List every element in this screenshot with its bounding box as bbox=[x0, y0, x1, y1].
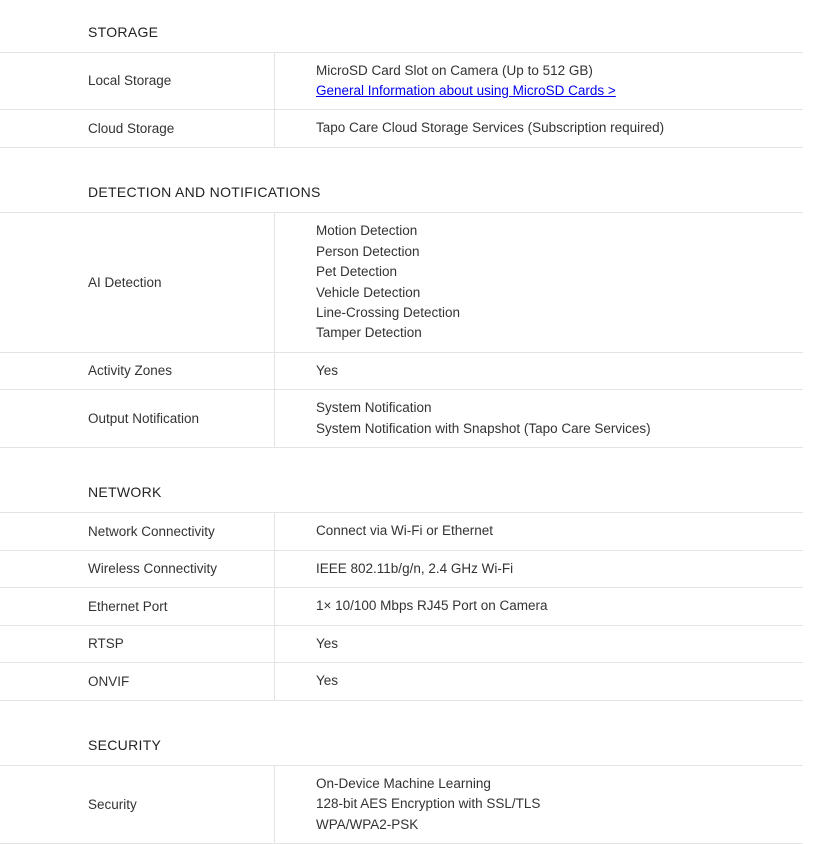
detection-table bbox=[0, 212, 803, 448]
section-title-storage: STORAGE bbox=[88, 24, 159, 40]
spec-label: Ethernet Port bbox=[0, 588, 275, 625]
spec-value-line: Tapo Care Cloud Storage Services (Subscription required) bbox=[316, 120, 665, 136]
spec-label: AI Detection bbox=[0, 213, 275, 352]
section-title-detection: DETECTION AND NOTIFICATIONS bbox=[88, 184, 321, 200]
spec-value-line: Pet Detection bbox=[316, 264, 398, 280]
spec-value-line: MicroSD Card Slot on Camera (Up to 512 GB) bbox=[316, 62, 593, 78]
security-table bbox=[0, 765, 803, 844]
spec-value-line: System Notification bbox=[316, 400, 432, 416]
spec-row-security bbox=[0, 766, 803, 844]
spec-label: ONVIF bbox=[0, 663, 275, 700]
spec-label: Output Notification bbox=[0, 390, 275, 447]
spec-value bbox=[275, 390, 803, 447]
spec-label: Activity Zones bbox=[0, 353, 275, 389]
storage-table bbox=[0, 52, 803, 148]
spec-row-rtsp bbox=[0, 626, 803, 663]
spec-value bbox=[275, 213, 803, 352]
spec-value-line: 1× 10/100 Mbps RJ45 Port on Camera bbox=[316, 598, 548, 614]
spec-value-line: Connect via Wi-Fi or Ethernet bbox=[316, 523, 494, 539]
spec-row-cloud-storage bbox=[0, 110, 803, 148]
microsd-info-link[interactable]: General Information about using MicroSD Cards > bbox=[316, 83, 616, 98]
spec-label: Security bbox=[0, 766, 275, 843]
spec-row-activity-zones bbox=[0, 353, 803, 390]
spec-row-network-connectivity bbox=[0, 513, 803, 551]
spec-value-line: IEEE 802.11b/g/n, 2.4 GHz Wi-Fi bbox=[316, 560, 514, 576]
spec-value-line: Yes bbox=[316, 362, 339, 378]
spec-label: RTSP bbox=[0, 626, 275, 662]
spec-value bbox=[275, 513, 803, 550]
section-title-security: SECURITY bbox=[88, 737, 162, 753]
spec-value bbox=[275, 588, 803, 625]
spec-value-line: Person Detection bbox=[316, 243, 420, 259]
spec-value-line: 128-bit AES Encryption with SSL/TLS bbox=[316, 796, 541, 812]
spec-value-line: Yes bbox=[316, 635, 339, 651]
spec-value bbox=[275, 551, 803, 587]
spec-row-local-storage bbox=[0, 53, 803, 110]
spec-value bbox=[275, 663, 803, 700]
spec-label: Local Storage bbox=[0, 53, 275, 109]
spec-value-line: Motion Detection bbox=[316, 223, 418, 239]
spec-value bbox=[275, 110, 803, 147]
spec-value bbox=[275, 626, 803, 662]
spec-label: Cloud Storage bbox=[0, 110, 275, 147]
spec-value-line: Tamper Detection bbox=[316, 325, 422, 341]
spec-value-line: Line-Crossing Detection bbox=[316, 304, 461, 320]
spec-label: Network Connectivity bbox=[0, 513, 275, 550]
spec-value-line: Yes bbox=[316, 673, 339, 689]
spec-value-line: On-Device Machine Learning bbox=[316, 775, 491, 791]
spec-row-wireless-connectivity bbox=[0, 551, 803, 588]
spec-row-ethernet-port bbox=[0, 588, 803, 626]
spec-value bbox=[275, 53, 803, 109]
spec-label: Wireless Connectivity bbox=[0, 551, 275, 587]
spec-row-onvif bbox=[0, 663, 803, 701]
spec-row-ai-detection bbox=[0, 213, 803, 353]
spec-value bbox=[275, 766, 803, 843]
spec-value-line: WPA/WPA2-PSK bbox=[316, 816, 419, 832]
spec-value bbox=[275, 353, 803, 389]
spec-value-line: System Notification with Snapshot (Tapo Care Services) bbox=[316, 420, 651, 436]
network-table bbox=[0, 512, 803, 701]
section-title-network: NETWORK bbox=[88, 484, 162, 500]
spec-value-line: Vehicle Detection bbox=[316, 284, 421, 300]
spec-row-output-notification bbox=[0, 390, 803, 448]
